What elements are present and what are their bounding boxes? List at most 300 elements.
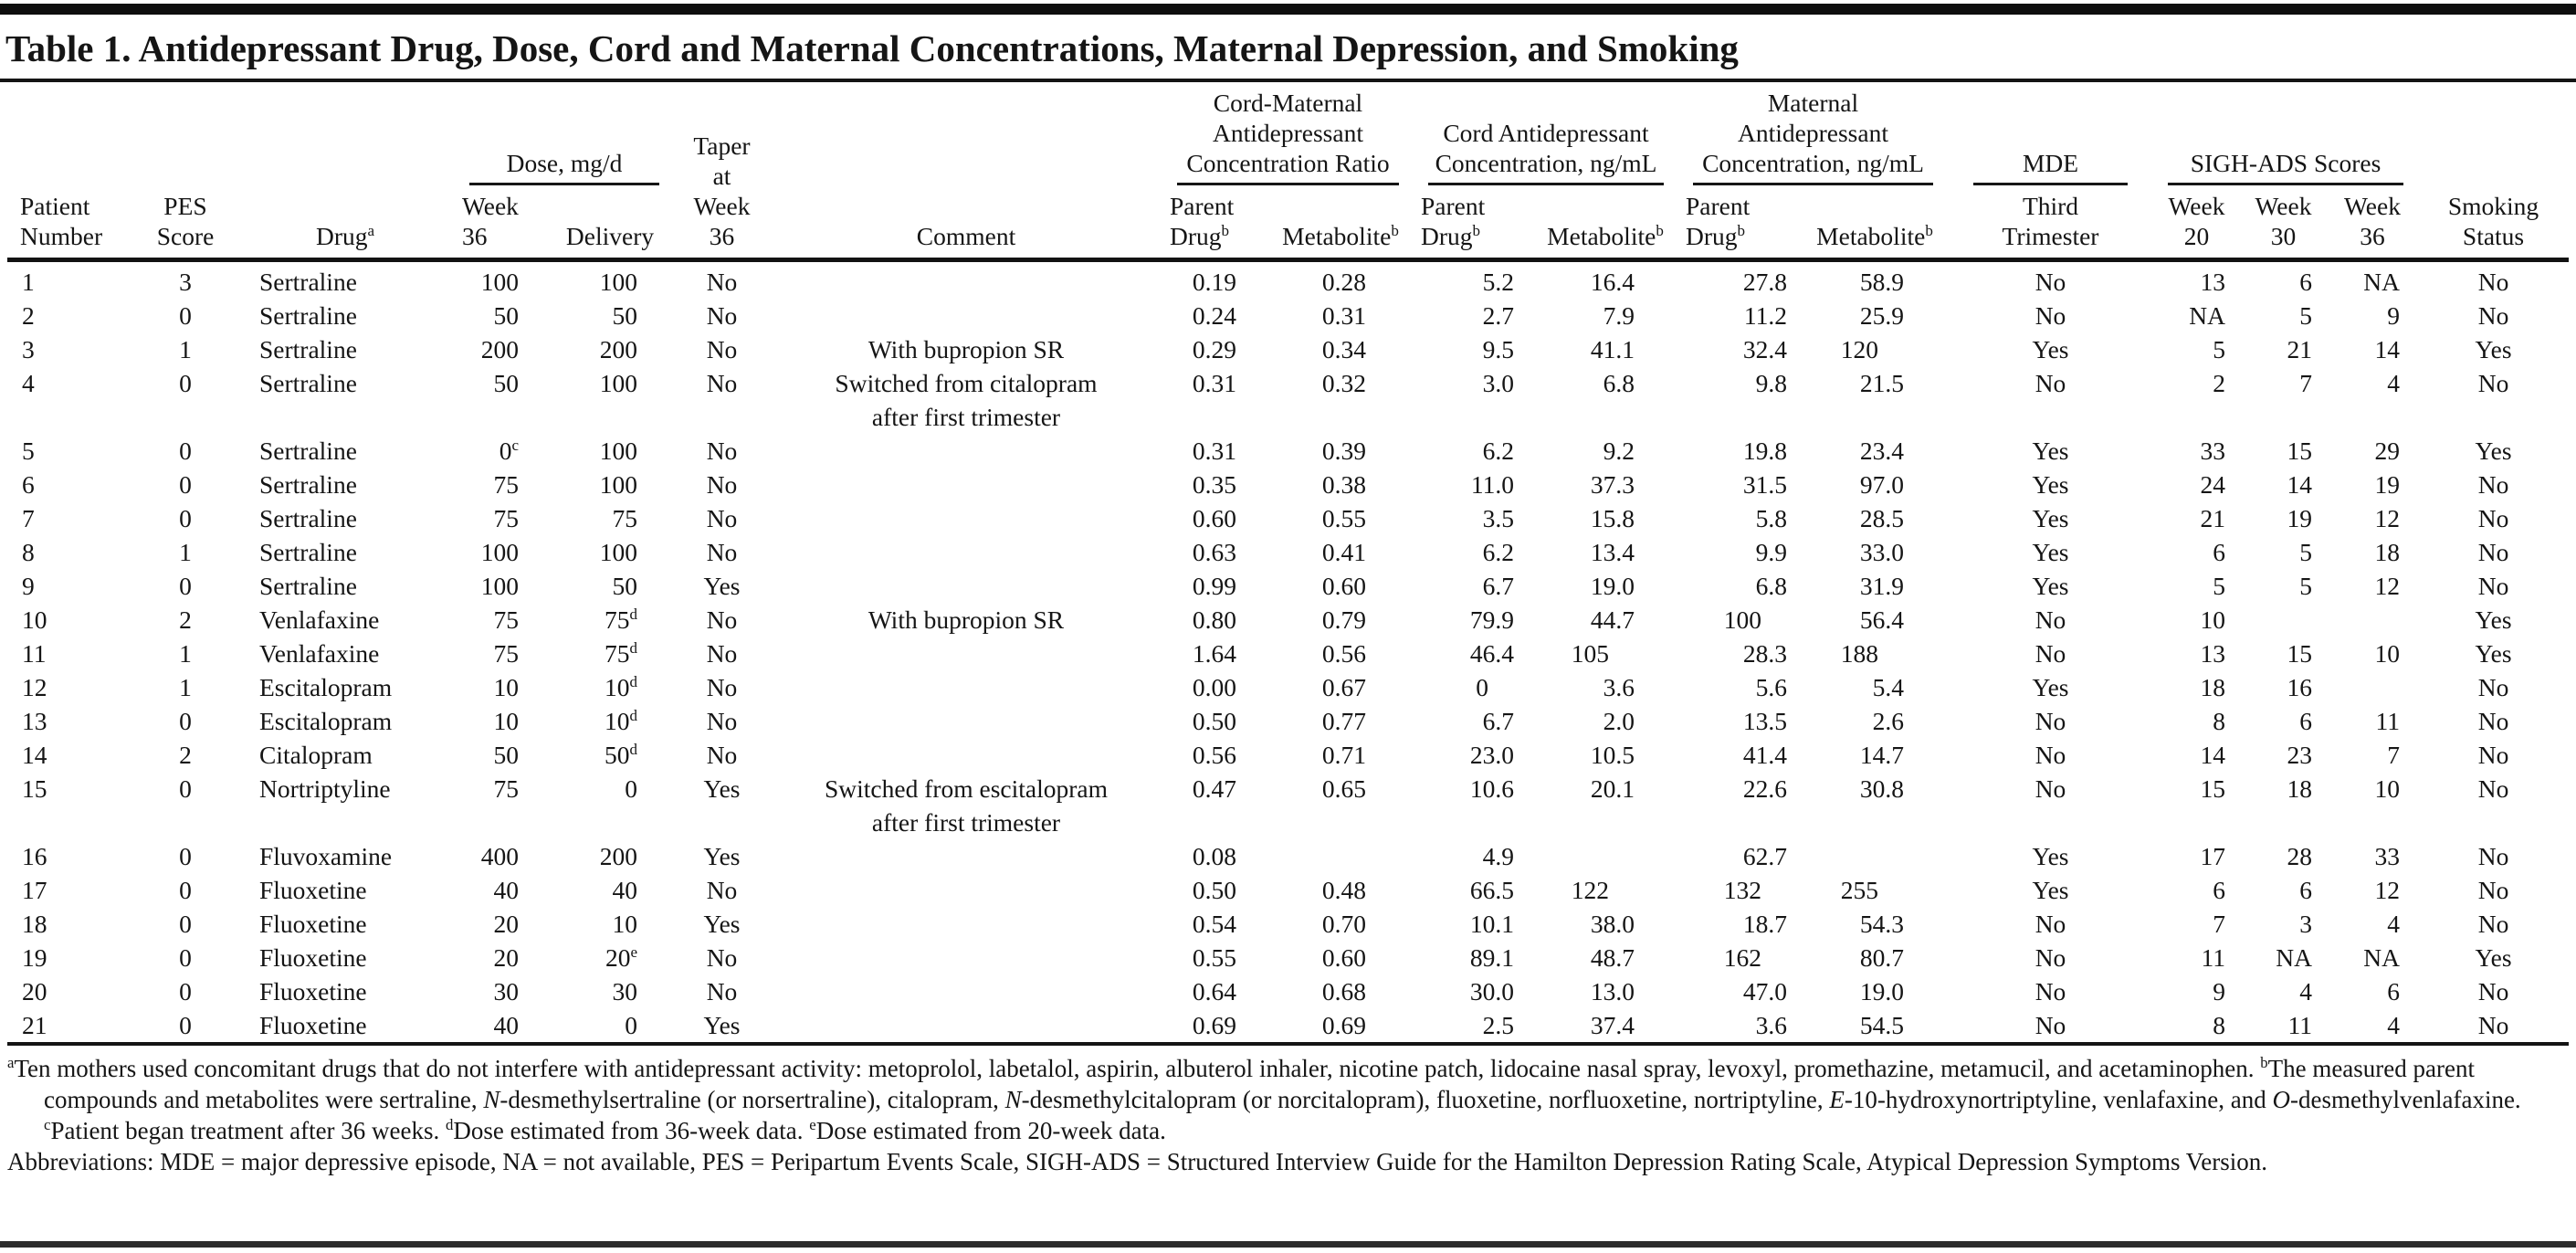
cell-cord_parent: 6.7 xyxy=(1482,572,1514,600)
cell-sigh_week36 xyxy=(2327,670,2418,704)
cell-sigh_week20: 18 xyxy=(2200,673,2225,701)
table-row xyxy=(7,839,2569,873)
cell-sigh_week20: 6 xyxy=(2213,876,2225,904)
cell-mde_third_trimester: Yes xyxy=(2032,572,2069,600)
cell-dose_delivery: 0 xyxy=(625,774,637,803)
cell-drug: Fluvoxamine xyxy=(259,842,393,870)
cell-comment xyxy=(770,468,1162,501)
cell-dose_delivery: 100 xyxy=(599,538,637,566)
cell-maternal_metabolite: 54.3 xyxy=(1859,910,1904,938)
cell-maternal_metabolite: 56.4 xyxy=(1859,605,1904,634)
cell-maternal_parent: 31.5 xyxy=(1742,470,1787,499)
table-row xyxy=(7,603,2569,637)
cell-mde_third_trimester: No xyxy=(2035,639,2066,668)
cell-sigh_week30: NA xyxy=(2276,943,2312,972)
cell-dose_week36: 75 xyxy=(493,774,519,803)
cell-pes_score: 0 xyxy=(179,470,192,499)
group-header-cord-maternal-ratio xyxy=(1162,82,1414,185)
cell-patient_number: 3 xyxy=(22,335,35,363)
cell-cord_metabolite: 38.0 xyxy=(1590,910,1635,938)
cell-smoking_status: No xyxy=(2477,572,2509,600)
cell-sigh_week20: 5 xyxy=(2213,335,2225,363)
table-row xyxy=(7,637,2569,670)
cell-sigh_week36: 10 xyxy=(2374,774,2401,803)
cell-cord_metabolite xyxy=(1532,839,1678,873)
table-row xyxy=(7,468,2569,501)
cell-comment xyxy=(770,501,1162,535)
cell-sigh_week20: 14 xyxy=(2200,741,2225,769)
cell-taper_week36: No xyxy=(706,605,738,634)
cell-maternal_metabolite: 2.6 xyxy=(1872,707,1904,735)
cell-drug: Fluoxetine xyxy=(259,910,367,938)
cell-sigh_week20: 21 xyxy=(2200,504,2225,532)
cell-sigh_week36: 11 xyxy=(2375,707,2401,735)
cell-ratio_parent: 0.60 xyxy=(1192,504,1236,532)
bottom-rule xyxy=(0,1241,2576,1248)
cell-taper_week36: No xyxy=(706,437,738,465)
cell-pes_score: 0 xyxy=(179,369,192,397)
table-row xyxy=(7,501,2569,535)
cell-drug: Sertraline xyxy=(259,504,357,532)
cell-dose_delivery: 100 xyxy=(599,369,637,397)
cell-dose_delivery: 100 xyxy=(599,437,637,465)
cell-sigh_week30: 6 xyxy=(2299,707,2312,735)
cell-cord_metabolite: 6.8 xyxy=(1603,369,1635,397)
cell-dose_delivery: 10$^d$ xyxy=(604,672,637,701)
cell-sigh_week36: 9 xyxy=(2387,301,2401,330)
cell-patient_number: 8 xyxy=(22,538,35,566)
cell-cord_metabolite: 37.4 xyxy=(1590,1011,1635,1039)
cell-dose_delivery: 40 xyxy=(612,876,637,904)
cell-maternal_metabolite: 31.9 xyxy=(1859,572,1904,600)
cell-dose_delivery: 10 xyxy=(612,910,637,938)
cell-smoking_status: No xyxy=(2477,369,2509,397)
cell-maternal_parent: 6.8 xyxy=(1755,572,1787,600)
cell-comment xyxy=(770,670,1162,704)
group-header-sigh-ads-label: SIGH-ADS Scores xyxy=(2168,148,2403,185)
cell-ratio_metabolite: 0.70 xyxy=(1321,910,1366,938)
cell-cord_parent: 3.0 xyxy=(1482,369,1514,397)
cell-ratio_parent: 0.19 xyxy=(1192,268,1236,296)
cell-cord_metabolite: 105 xyxy=(1571,639,1609,668)
cell-sigh_week36 xyxy=(2327,603,2418,637)
cell-cord_metabolite: 7.9 xyxy=(1603,301,1635,330)
cell-comment: With bupropion SR xyxy=(867,335,1065,363)
cell-comment xyxy=(770,299,1162,332)
cell-sigh_week36: 12 xyxy=(2374,876,2401,904)
cell-dose_delivery: 50 xyxy=(612,572,637,600)
group-header-cord-concentration xyxy=(1414,82,1678,185)
cell-mde_third_trimester: No xyxy=(2035,910,2066,938)
cell-dose_week36: 40 xyxy=(493,876,519,904)
cell-maternal_parent: 28.3 xyxy=(1742,639,1787,668)
cell-dose_week36: 20 xyxy=(493,910,519,938)
cell-dose_week36: 100 xyxy=(480,538,519,566)
footnote-block xyxy=(7,1053,2567,1177)
cell-sigh_week20: 7 xyxy=(2213,910,2225,938)
cell-cord_metabolite: 44.7 xyxy=(1590,605,1635,634)
cell-maternal_parent: 27.8 xyxy=(1742,268,1787,296)
cell-maternal_parent: 100 xyxy=(1723,605,1761,634)
cell-dose_delivery: 75 xyxy=(612,504,637,532)
footnote-general: $^a$Ten mothers used concomitant drugs that do not interfere with antidepressant activity: metoprolol, labetalol, aspirin, albuterol inhaler, nicotine patch, lidocaine nasal spray, levoxyl, promethazine, metamucil, and acetaminophen. $^b$The measured parent compounds and metabolites were sertraline, N-desmethylsertraline (or norsertraline), citalopram, N-desmethylcitalopram (or norcitalopram), fluoxetine, norfluoxetine, nortriptyline, E-10-hydroxynortriptyline, venlafaxine, and O-desmethylvenlafaxine. $^c$Patient began treatment after 36 weeks. $^d$Dose estimated from 36-week data. $^e$Dose estimated from 20-week data. xyxy=(7,1054,2521,1144)
cell-ratio_metabolite: 0.48 xyxy=(1321,876,1366,904)
cell-taper_week36: No xyxy=(706,876,738,904)
cell-dose_delivery: 200 xyxy=(599,842,637,870)
cell-sigh_week36: 29 xyxy=(2374,437,2401,465)
cell-dose_week36: 50 xyxy=(493,369,519,397)
cell-pes_score: 3 xyxy=(179,268,192,296)
cell-comment xyxy=(770,704,1162,738)
cell-maternal_metabolite: 23.4 xyxy=(1859,437,1904,465)
cell-ratio_metabolite: 0.60 xyxy=(1321,572,1366,600)
cell-dose_week36: 50 xyxy=(493,301,519,330)
cell-ratio_parent: 0.31 xyxy=(1192,369,1236,397)
cell-comment: Switched from escitalopram after first trimester xyxy=(824,774,1109,837)
cell-patient_number: 20 xyxy=(22,977,47,1006)
cell-drug: Sertraline xyxy=(259,538,357,566)
cell-maternal_metabolite: 120 xyxy=(1840,335,1878,363)
cell-sigh_week36: 12 xyxy=(2374,504,2401,532)
table-row xyxy=(7,332,2569,366)
cell-smoking_status: Yes xyxy=(2475,639,2512,668)
cell-cord_parent: 11.0 xyxy=(1470,470,1514,499)
cell-cord_metabolite: 3.6 xyxy=(1603,673,1635,701)
table-row xyxy=(7,1008,2569,1044)
cell-taper_week36: No xyxy=(706,977,738,1006)
cell-dose_week36: 75 xyxy=(493,504,519,532)
cell-ratio_metabolite: 0.65 xyxy=(1321,774,1366,803)
cell-sigh_week30: 6 xyxy=(2299,876,2312,904)
cell-maternal_metabolite: 97.0 xyxy=(1859,470,1904,499)
cell-comment xyxy=(770,535,1162,569)
cell-pes_score: 0 xyxy=(179,1011,192,1039)
cell-sigh_week30: 5 xyxy=(2299,538,2312,566)
cell-ratio_parent: 0.64 xyxy=(1192,977,1236,1006)
cell-ratio_metabolite: 0.31 xyxy=(1321,301,1366,330)
cell-mde_third_trimester: No xyxy=(2035,301,2066,330)
cell-drug: Citalopram xyxy=(259,741,373,769)
cell-sigh_week36: 33 xyxy=(2374,842,2401,870)
cell-pes_score: 0 xyxy=(179,437,192,465)
cell-comment xyxy=(770,873,1162,907)
cell-drug: Sertraline xyxy=(259,437,357,465)
cell-cord_parent: 79.9 xyxy=(1469,605,1514,634)
cell-maternal_parent: 5.8 xyxy=(1755,504,1787,532)
cell-ratio_parent: 0.31 xyxy=(1192,437,1236,465)
cell-sigh_week36: 4 xyxy=(2387,1011,2401,1039)
cell-smoking_status: No xyxy=(2477,470,2509,499)
cell-drug: Fluoxetine xyxy=(259,977,367,1006)
cell-dose_week36: 40 xyxy=(493,1011,519,1039)
cell-cord_metabolite: 2.0 xyxy=(1603,707,1635,735)
col-header-sigh-week20: Week 20 xyxy=(2168,192,2225,250)
cell-mde_third_trimester: Yes xyxy=(2032,673,2069,701)
cell-comment xyxy=(770,260,1162,300)
table-row xyxy=(7,299,2569,332)
col-header-ratio-parent: Parent Drug$^b$ xyxy=(1170,192,1235,250)
col-header-sigh-week36: Week 36 xyxy=(2344,192,2401,250)
cell-cord_metabolite: 9.2 xyxy=(1603,437,1635,465)
cell-sigh_week30 xyxy=(2240,603,2327,637)
cell-drug: Escitalopram xyxy=(259,673,393,701)
cell-ratio_parent: 0.50 xyxy=(1192,707,1236,735)
cell-dose_week36: 10 xyxy=(493,707,519,735)
cell-sigh_week30: 15 xyxy=(2287,639,2312,668)
cell-sigh_week36: 12 xyxy=(2374,572,2401,600)
cell-ratio_metabolite: 0.60 xyxy=(1321,943,1366,972)
col-header-cord-parent: Parent Drug$^b$ xyxy=(1421,192,1486,250)
table-row xyxy=(7,434,2569,468)
group-header-sigh-ads xyxy=(2153,82,2418,185)
cell-sigh_week30: 7 xyxy=(2299,369,2312,397)
cell-pes_score: 0 xyxy=(179,876,192,904)
col-header-smoking-status: Smoking Status xyxy=(2447,192,2539,250)
cell-ratio_metabolite: 0.71 xyxy=(1321,741,1366,769)
cell-dose_week36: 100 xyxy=(480,268,519,296)
cell-drug: Venlafaxine xyxy=(259,639,380,668)
cell-smoking_status: No xyxy=(2477,538,2509,566)
cell-ratio_parent: 0.55 xyxy=(1192,943,1236,972)
cell-comment xyxy=(770,434,1162,468)
cell-pes_score: 0 xyxy=(179,774,192,803)
cell-ratio_parent: 1.64 xyxy=(1192,639,1236,668)
cell-drug: Sertraline xyxy=(259,470,357,499)
cell-ratio_parent: 0.35 xyxy=(1192,470,1236,499)
cell-cord_parent: 6.7 xyxy=(1482,707,1514,735)
cell-maternal_metabolite: 33.0 xyxy=(1859,538,1904,566)
cell-ratio_metabolite: 0.38 xyxy=(1321,470,1366,499)
col-header-pes-score: PES Score xyxy=(156,192,215,250)
cell-sigh_week30: 6 xyxy=(2299,268,2312,296)
cell-ratio_metabolite: 0.56 xyxy=(1321,639,1366,668)
table-row xyxy=(7,670,2569,704)
cell-sigh_week20: 6 xyxy=(2213,538,2225,566)
cell-maternal_parent: 47.0 xyxy=(1742,977,1787,1006)
cell-taper_week36: No xyxy=(706,301,738,330)
cell-drug: Venlafaxine xyxy=(259,605,380,634)
col-header-taper-week36: Taper at Week 36 xyxy=(693,132,751,250)
cell-drug: Sertraline xyxy=(259,301,357,330)
col-header-cord-metabolite: Metabolite$^b$ xyxy=(1547,221,1664,250)
table-row xyxy=(7,974,2569,1008)
cell-ratio_metabolite: 0.32 xyxy=(1321,369,1366,397)
cell-dose_delivery: 75$^d$ xyxy=(604,638,637,668)
cell-mde_third_trimester: No xyxy=(2035,977,2066,1006)
cell-patient_number: 4 xyxy=(22,369,35,397)
cell-maternal_parent: 22.6 xyxy=(1742,774,1787,803)
cell-cord_parent: 2.5 xyxy=(1482,1011,1514,1039)
cell-maternal_metabolite: 58.9 xyxy=(1859,268,1904,296)
table-title: Table 1. Antidepressant Drug, Dose, Cord and Maternal Concentrations, Maternal Depression, and Smoking xyxy=(0,15,2576,82)
cell-maternal_metabolite xyxy=(1802,839,1948,873)
cell-taper_week36: No xyxy=(706,369,738,397)
cell-sigh_week20: 15 xyxy=(2200,774,2225,803)
cell-ratio_parent: 0.08 xyxy=(1192,842,1236,870)
cell-maternal_parent: 132 xyxy=(1723,876,1761,904)
cell-maternal_parent: 11.2 xyxy=(1743,301,1787,330)
cell-patient_number: 7 xyxy=(22,504,35,532)
cell-taper_week36: Yes xyxy=(703,572,741,600)
cell-smoking_status: No xyxy=(2477,774,2509,803)
cell-cord_parent: 89.1 xyxy=(1469,943,1514,972)
cell-ratio_metabolite: 0.79 xyxy=(1321,605,1366,634)
col-header-drug: Drug$^a$ xyxy=(315,221,375,250)
cell-sigh_week20: 9 xyxy=(2213,977,2225,1006)
cell-smoking_status: No xyxy=(2477,268,2509,296)
cell-maternal_metabolite: 54.5 xyxy=(1859,1011,1904,1039)
abbreviations: Abbreviations: MDE = major depressive episode, NA = not available, PES = Peripartum Events Scale, SIGH-ADS = Structured Interview Guide for the Hamilton Depression Rating Scale, Atypical Depression Symptoms Version. xyxy=(7,1148,2267,1175)
cell-patient_number: 17 xyxy=(22,876,47,904)
cell-taper_week36: No xyxy=(706,335,738,363)
group-header-mde xyxy=(1948,82,2153,185)
cell-sigh_week20: 5 xyxy=(2213,572,2225,600)
cell-drug: Sertraline xyxy=(259,335,357,363)
cell-taper_week36: No xyxy=(706,268,738,296)
cell-sigh_week36: 18 xyxy=(2374,538,2401,566)
cell-pes_score: 2 xyxy=(179,605,192,634)
cell-smoking_status: Yes xyxy=(2475,437,2512,465)
cell-pes_score: 0 xyxy=(179,910,192,938)
cell-smoking_status: No xyxy=(2477,673,2509,701)
cell-patient_number: 15 xyxy=(22,774,47,803)
cell-sigh_week20: 13 xyxy=(2200,268,2225,296)
cell-mde_third_trimester: Yes xyxy=(2032,538,2069,566)
cell-mde_third_trimester: No xyxy=(2035,369,2066,397)
cell-ratio_parent: 0.99 xyxy=(1192,572,1236,600)
cell-comment: Switched from citalopram after first trimester xyxy=(835,369,1098,431)
cell-maternal_metabolite: 5.4 xyxy=(1872,673,1904,701)
cell-pes_score: 0 xyxy=(179,572,192,600)
cell-maternal_parent: 41.4 xyxy=(1742,741,1787,769)
cell-comment xyxy=(770,1008,1162,1044)
cell-pes_score: 1 xyxy=(179,639,192,668)
cell-sigh_week30: 19 xyxy=(2287,504,2312,532)
cell-ratio_parent: 0.50 xyxy=(1192,876,1236,904)
table-row xyxy=(7,704,2569,738)
cell-dose_delivery: 10$^d$ xyxy=(604,706,637,735)
cell-sigh_week36: 7 xyxy=(2387,741,2401,769)
col-header-dose-delivery: Delivery xyxy=(565,222,655,250)
cell-cord_metabolite: 48.7 xyxy=(1590,943,1635,972)
cell-cord_metabolite: 13.0 xyxy=(1590,977,1635,1006)
cell-smoking_status: No xyxy=(2477,1011,2509,1039)
cell-dose_week36: 10 xyxy=(493,673,519,701)
cell-mde_third_trimester: No xyxy=(2035,1011,2066,1039)
cell-dose_delivery: 100 xyxy=(599,268,637,296)
cell-sigh_week36: 14 xyxy=(2374,335,2401,363)
cell-taper_week36: No xyxy=(706,943,738,972)
table-row xyxy=(7,941,2569,974)
cell-cord_metabolite: 16.4 xyxy=(1590,268,1635,296)
cell-ratio_parent: 0.24 xyxy=(1192,301,1236,330)
cell-cord_parent: 30.0 xyxy=(1469,977,1514,1006)
top-rule xyxy=(0,4,2576,15)
cell-sigh_week20: 24 xyxy=(2200,470,2225,499)
cell-smoking_status: No xyxy=(2477,977,2509,1006)
cell-patient_number: 2 xyxy=(22,301,35,330)
cell-smoking_status: No xyxy=(2477,707,2509,735)
cell-mde_third_trimester: No xyxy=(2035,605,2066,634)
cell-dose_week36: 30 xyxy=(493,977,519,1006)
cell-sigh_week30: 14 xyxy=(2287,470,2312,499)
cell-ratio_parent: 0.56 xyxy=(1192,741,1236,769)
cell-dose_week36: 200 xyxy=(480,335,519,363)
cell-ratio_metabolite: 0.77 xyxy=(1321,707,1366,735)
cell-patient_number: 1 xyxy=(22,268,35,296)
cell-pes_score: 0 xyxy=(179,842,192,870)
cell-comment xyxy=(770,941,1162,974)
cell-mde_third_trimester: Yes xyxy=(2032,470,2069,499)
cell-sigh_week20: 17 xyxy=(2200,842,2225,870)
cell-maternal_metabolite: 25.9 xyxy=(1859,301,1904,330)
cell-pes_score: 1 xyxy=(179,335,192,363)
cell-cord_metabolite: 122 xyxy=(1571,876,1609,904)
cell-maternal_metabolite: 19.0 xyxy=(1859,977,1904,1006)
cell-sigh_week36: NA xyxy=(2363,268,2401,296)
cell-comment xyxy=(770,974,1162,1008)
cell-taper_week36: No xyxy=(706,639,738,668)
cell-comment xyxy=(770,907,1162,941)
cell-sigh_week20: 33 xyxy=(2200,437,2225,465)
cell-drug: Fluoxetine xyxy=(259,876,367,904)
cell-cord_parent: 6.2 xyxy=(1482,538,1514,566)
cell-dose_week36: 0$^c$ xyxy=(499,436,519,465)
cell-cord_parent: 0 xyxy=(1476,673,1488,701)
cell-patient_number: 13 xyxy=(22,707,47,735)
cell-maternal_parent: 162 xyxy=(1723,943,1761,972)
cell-drug: Sertraline xyxy=(259,369,357,397)
cell-comment xyxy=(770,738,1162,772)
cell-sigh_week20: NA xyxy=(2189,301,2225,330)
cell-ratio_parent: 0.80 xyxy=(1192,605,1236,634)
cell-dose_delivery: 50$^d$ xyxy=(604,740,637,769)
col-header-ratio-metabolite: Metabolite$^b$ xyxy=(1282,221,1399,250)
cell-cord_parent: 66.5 xyxy=(1469,876,1514,904)
cell-drug: Sertraline xyxy=(259,572,357,600)
cell-taper_week36: No xyxy=(706,741,738,769)
table-row xyxy=(7,907,2569,941)
cell-maternal_metabolite: 14.7 xyxy=(1859,741,1904,769)
cell-patient_number: 19 xyxy=(22,943,47,972)
cell-mde_third_trimester: Yes xyxy=(2032,876,2069,904)
group-header-maternal-concentration xyxy=(1678,82,1948,185)
cell-sigh_week20: 10 xyxy=(2200,605,2225,634)
group-header-mde-label: MDE xyxy=(1973,148,2128,185)
cell-maternal_parent: 3.6 xyxy=(1755,1011,1787,1039)
cell-cord_parent: 10.6 xyxy=(1469,774,1514,803)
cell-taper_week36: No xyxy=(706,470,738,499)
cell-cord_parent: 46.4 xyxy=(1469,639,1514,668)
cell-sigh_week36: NA xyxy=(2363,943,2401,972)
cell-ratio_parent: 0.69 xyxy=(1192,1011,1236,1039)
cell-patient_number: 14 xyxy=(22,741,47,769)
cell-ratio_metabolite: 0.41 xyxy=(1321,538,1366,566)
cell-dose_delivery: 75$^d$ xyxy=(604,605,637,634)
cell-patient_number: 11 xyxy=(22,639,47,668)
group-header-dose-label: Dose, mg/d xyxy=(469,148,659,185)
table-header xyxy=(7,82,2569,260)
table-row xyxy=(7,772,2569,839)
cell-taper_week36: No xyxy=(706,673,738,701)
cell-maternal_parent: 19.8 xyxy=(1742,437,1787,465)
cell-maternal_parent: 9.9 xyxy=(1755,538,1787,566)
cell-smoking_status: Yes xyxy=(2475,605,2512,634)
cell-pes_score: 0 xyxy=(179,943,192,972)
cell-ratio_metabolite: 0.28 xyxy=(1321,268,1366,296)
cell-ratio_parent: 0.54 xyxy=(1192,910,1236,938)
cell-comment: With bupropion SR xyxy=(867,605,1065,634)
